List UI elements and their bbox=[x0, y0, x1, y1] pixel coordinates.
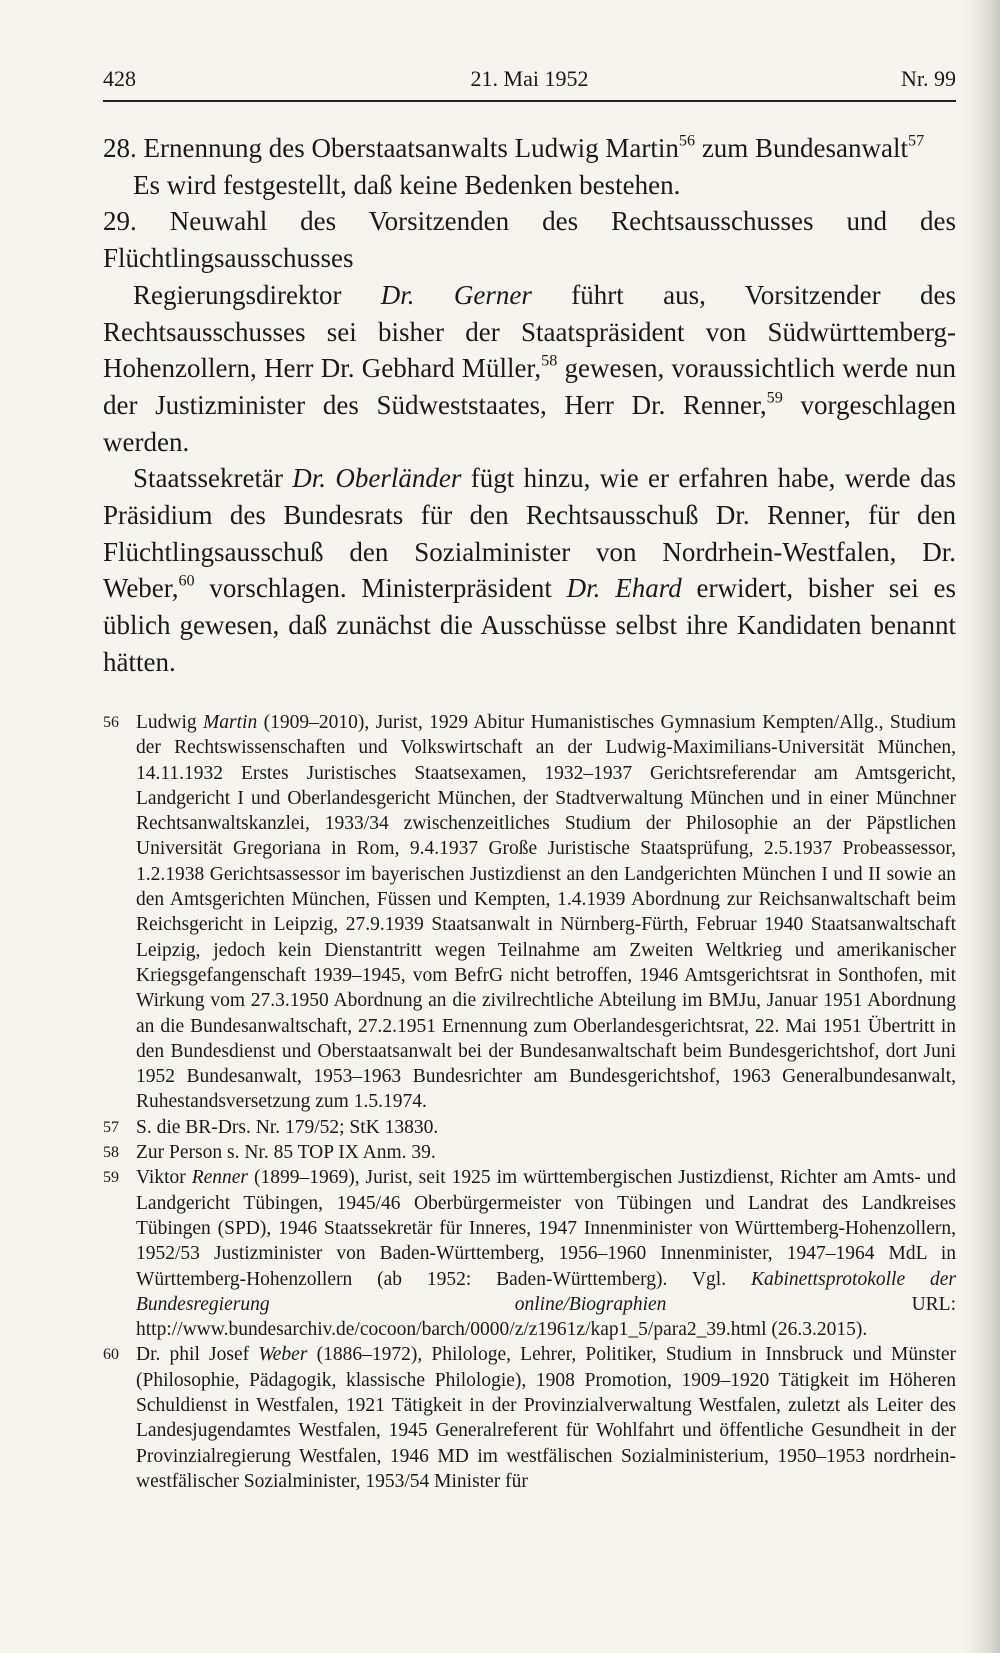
page-edge-shadow bbox=[962, 0, 1000, 1653]
footnote-ref-59[interactable]: 59 bbox=[766, 388, 783, 407]
source-url[interactable]: URL: http://www.bundesarchiv.de/cocoon/barch/0000/z/z1961z/kap1_5/para2_39.html (26.3.2015). bbox=[136, 1293, 956, 1341]
issue-number: Nr. 99 bbox=[901, 66, 956, 91]
paragraph-oberlaender: Staatssekretär Dr. Oberländer fügt hinzu, wie er erfahren habe, werde das Präsidium des Bundesrats für den Rechtsausschuß Dr. Renner, für den Flüchtlingsausschuß den Sozialminister von Nordrhein-Westfalen, Dr. Weber,$^{60}$ vorschlagen. Ministerpräsident Dr. Ehard erwidert, bisher sei es üblich gewesen, daß zunächst die Ausschüsse selbst ihre Kandidaten benannt hätten. bbox=[103, 463, 957, 677]
source-title: Kabinettsprotokolle der Bundesregierung online/Biographien bbox=[136, 1268, 956, 1315]
footnote-number: 56 bbox=[103, 714, 119, 731]
speaker-name: Gerner bbox=[453, 279, 532, 310]
page-number: 428 bbox=[103, 66, 136, 91]
footnote-ref-58[interactable]: 58 bbox=[541, 351, 558, 370]
footnote-ref-57[interactable]: 57 bbox=[908, 131, 925, 150]
header-date: 21. Mai 1952 bbox=[470, 66, 589, 91]
person-name: Renner bbox=[191, 1167, 249, 1189]
footnote-58: 58 Zur Person s. Nr. 85 TOP IX Anm. 39. bbox=[103, 1140, 956, 1165]
main-text bbox=[103, 130, 956, 681]
footnote-ref-56[interactable]: 56 bbox=[678, 131, 696, 150]
person-name: Martin bbox=[203, 712, 258, 733]
item-28-result: Es wird festgestellt, daß keine Bedenken bestehen. bbox=[133, 169, 681, 200]
person-name: Weber bbox=[258, 1344, 308, 1366]
footnote-60: 60 Dr. phil Josef Weber (1886–1972), Philologe, Lehrer, Politiker, Studium in Innsbruck und Münster (Philosophie, Pädagogik, klassische Philologie), 1908 Promotion, 1909–1920 Tätigkeit im Höheren Schuldienst in Westfalen, 1921 Tätigkeit in der Provinzialverwaltung Westfalen, zuletzt als Leiter des Landesjugendamtes Westfalen, 1945 Generalreferent für Wohlfahrt und öffentliche Gesundheit in der Provinzialregierung Westfalen, 1946 MD im westfälischen Sozialministerium, 1950–1953 nordrhein-westfälischer Sozialminister, 1953/54 Minister für bbox=[103, 1344, 956, 1492]
speaker-name: Ehard bbox=[615, 573, 682, 604]
speaker-name: Oberländer bbox=[335, 463, 462, 494]
footnote-56: 56 Ludwig Martin (1909–2010), Jurist, 1929 Abitur Humanistisches Gymnasium Kempten/Allg., Studium der Rechtswissenschaften und Volkswirtschaft an der Ludwig-Maximilians-Universität München, 14.11.1932 Erstes Juristisches Staatsexamen, 1932–1937 Gerichtsreferendar am Amtsgericht, Landgericht I und Oberlandesgericht München, der Stadtverwaltung München und in einer Münchner Rechtsanwaltskanzlei, 1933/34 zwischenzeitliches Studium der Philosophie an der Päpstlichen Universität Gregoriana in Rom, 9.4.1937 Große Juristische Staatsprüfung, 2.5.1937 Probeassessor, 1.2.1938 Gerichtsassessor im bayerischen Justizdienst an den Landgerichten München I und II sowie an den Amtsgerichten München, Füssen und Kempten, 1.4.1939 Abordnung zur Reichsanwaltschaft beim Reichsgericht in Leipzig, 27.9.1939 Staatsanwalt in Nürnberg-Fürth, Februar 1940 Staatsanwaltschaft Leipzig, jedoch kein Dienstantritt wegen Teilnahme am Zweiten Weltkrieg und amerikanischer Kriegsgefangenschaft 1939–1945, vom BefrG nicht betroffen, 1946 Amtsgerichtsrat in Sonthofen, mit Wirkung vom 27.3.1950 Abordnung an die zivilrechtliche Abteilung im BMJu, Januar 1951 Abordnung an die Bundesanwaltschaft, 27.2.1951 Ernennung zum Oberlandesgerichtsrat, 22. Mai 1951 Übertritt in den Bundesdienst und Oberstaatsanwalt bei der Bundesanwaltschaft beim Bundesgerichtshof, dort Juni 1952 Bundesanwalt, 1953–1963 Bundesrichter am Bundesgerichtshof, 1963 Generalbundesanwalt, Ruhestandsversetzung zum 1.5.1974. bbox=[103, 712, 956, 1113]
paragraph-gerner: Regierungsdirektor Dr. Gerner führt aus, Vorsitzender des Rechtsausschusses sei bisher der Staatspräsident von Südwürttemberg-Hohenzollern, Herr Dr. Gebhard Müller,$^{58}$ gewesen, voraussichtlich werde nun der Justizminister des Südweststaates, Herr Dr. Renner,$^{59}$ vorgeschlagen werden. bbox=[103, 279, 956, 457]
running-header bbox=[103, 64, 956, 100]
footnote-number: 60 bbox=[103, 1346, 119, 1364]
footnote-59: 59 Viktor Renner (1899–1969), Jurist, seit 1925 im württembergischen Justizdienst, Richter am Amts- und Landgericht Tübingen, 1945/46 Oberbürgermeister von Tübingen und Landrat des Landkreises Tübingen (SPD), 1946 Staatssekretär für Inneres, 1947 Innenminister von Württemberg-Hohenzollern, 1952/53 Justizminister von Baden-Württemberg, 1956–1960 Innenminister, 1947–1964 MdL in Württemberg-Hohenzollern (ab 1952: Baden-Württemberg). Vgl. Kabinettsprotokolle der Bundesregierung online/Biographien URL: http://www.bundesarchiv.de/cocoon/barch/0000/z/z1961z/kap1_5/para2_39.html (26.3.2015). bbox=[103, 1167, 956, 1341]
footnote-number: 57 bbox=[103, 1118, 119, 1136]
footnote-number: 59 bbox=[103, 1169, 119, 1187]
footnote-57: 57 S. die BR-Drs. Nr. 179/52; StK 13830. bbox=[103, 1115, 956, 1140]
agenda-item-28: 28. Ernennung des Oberstaatsanwalts Ludwig Martin$^{56}$ zum Bundesanwalt$^{57}$ bbox=[103, 131, 925, 163]
footnotes bbox=[103, 710, 956, 1494]
footnote-number: 58 bbox=[103, 1144, 119, 1162]
footnote-ref-60[interactable]: 60 bbox=[178, 572, 195, 591]
header-rule bbox=[103, 100, 956, 102]
agenda-item-29: 29. Neuwahl des Vorsitzenden des Rechtsausschusses und des Flüchtlingsausschusses bbox=[103, 206, 956, 274]
